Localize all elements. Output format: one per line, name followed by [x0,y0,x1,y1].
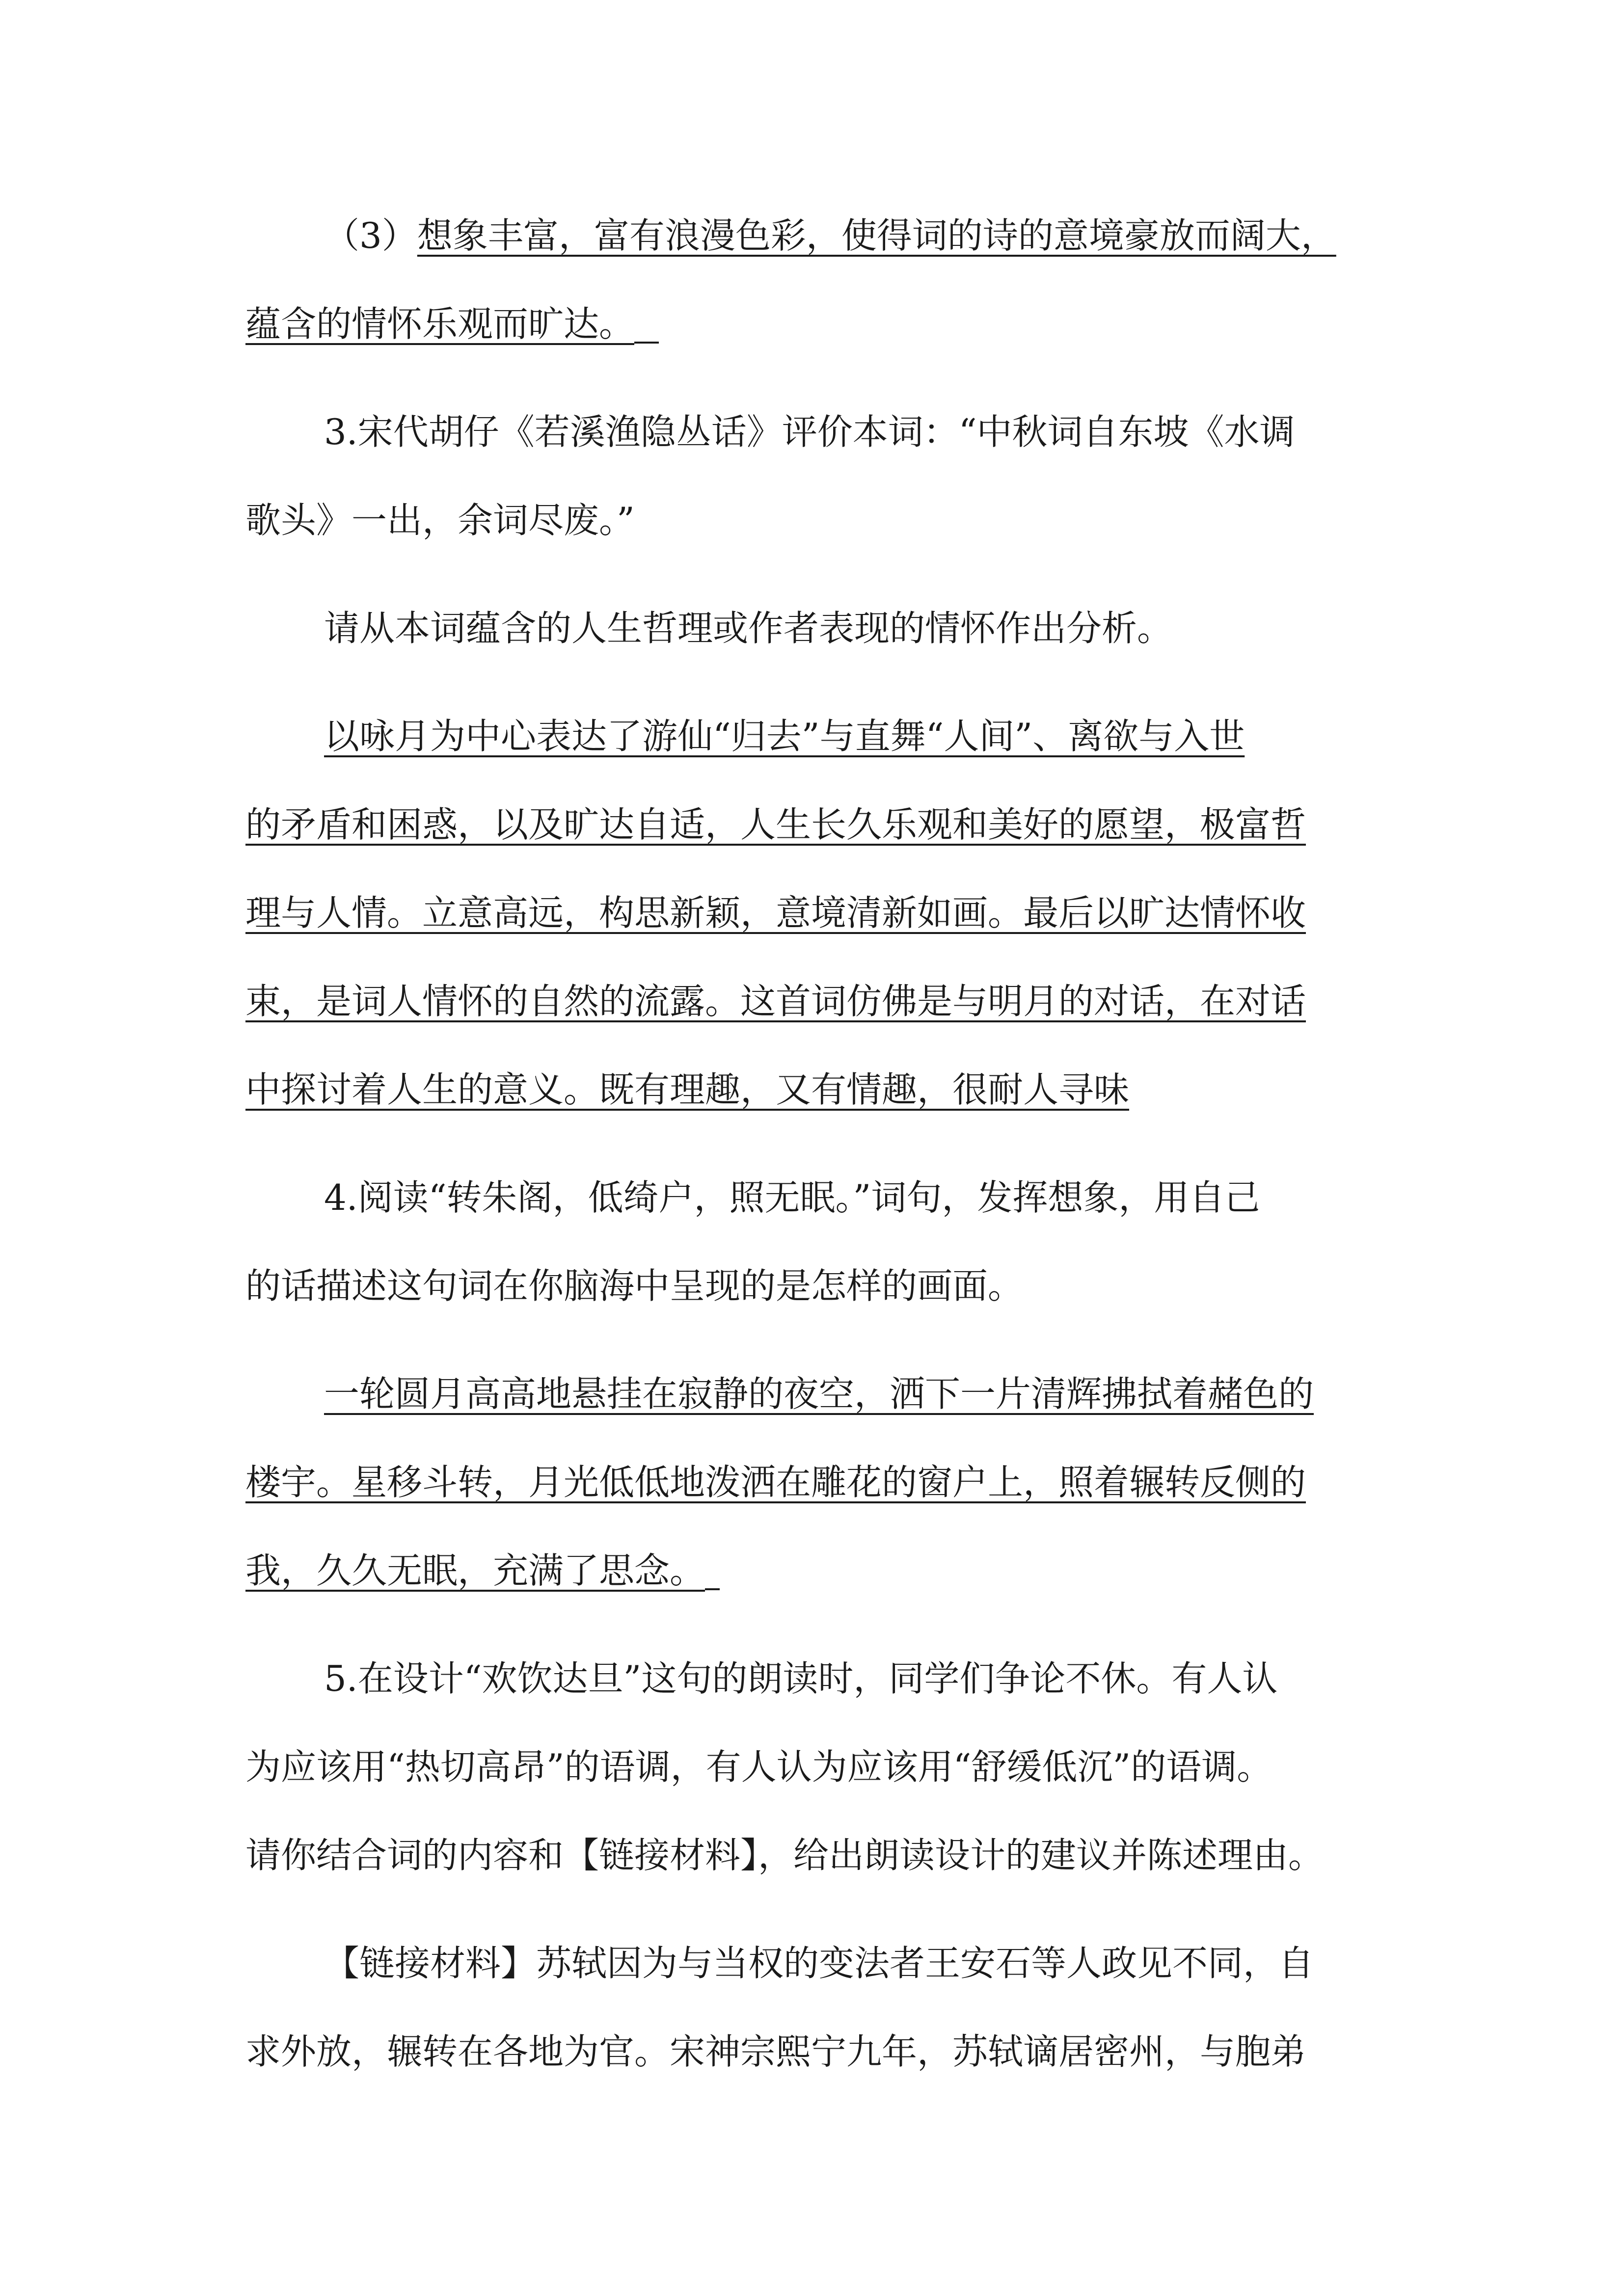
answer-text: 楼宇。星移斗转，月光低低地泼洒在雕花的窗户上，照着辗转反侧的 [245,1462,1306,1503]
question-text: 5.在设计“欢饮达旦”这句的朗读时，同学们争论不休。有人认 [324,1658,1278,1699]
question-3-line-1 [324,407,1295,456]
question-5-line-2 [245,1742,1272,1791]
question-5-line-1 [324,1654,1277,1703]
question-text: 歌头》一出，余词尽废。” [245,500,635,541]
answer-text: 一轮圆月高高地悬挂在寂静的夜空，洒下一片清辉拂拭着赭色的 [324,1373,1314,1415]
question-text: 的话描述这句词在你脑海中呈现的是怎样的画面。 [245,1265,1024,1307]
answer-3b-line-5 [245,1065,1129,1114]
underline-fill [705,1541,720,1590]
item-number: （3） [324,215,417,256]
question-text: 请从本词蕴含的人生哲理或作者表现的情怀作出分析。 [324,608,1173,649]
answer-text: 理与人情。立意高远，构思新颖，意境清新如画。最后以旷达情怀收 [245,892,1306,934]
answer-text: 束，是词人情怀的自然的流露。这首词仿佛是与明月的对话，在对话 [245,981,1306,1022]
material-line-1 [324,1939,1314,1988]
question-3-prompt [324,604,1172,653]
question-4-line-2 [245,1261,1023,1310]
material-line-2 [245,2027,1306,2076]
answer-text: 蕴含的情怀乐观而旷达。 [245,303,635,345]
material-text: 求外放，辗转在各地为官。宋神宗熙宁九年，苏轼谪居密州，与胞弟 [245,2031,1306,2072]
answer-text: 以咏月为中心表达了游仙“归去”与直舞“人间”、离欲与入世 [324,716,1245,757]
answer-3-line-2 [245,299,659,348]
answer-4-line-3 [245,1546,720,1595]
question-text: 为应该用“热切高昂”的语调，有人认为应该用“舒缓低沉”的语调。 [245,1746,1272,1788]
answer-3b-line-3 [245,888,1306,937]
question-4-line-1 [324,1173,1260,1222]
question-text: 3.宋代胡仔《若溪渔隐丛话》评价本词：“中秋词自东坡《水调 [324,411,1295,453]
underline-fill [634,294,659,344]
question-text: 请你结合词的内容和【链接材料】，给出朗读设计的建议并陈述理由。 [245,1835,1324,1876]
question-5-line-3 [245,1831,1324,1880]
answer-3b-line-2 [245,800,1306,849]
answer-text: 想象丰富，富有浪漫色彩，使得词的诗的意境豪放而阔大， [417,215,1336,256]
answer-3b-line-4 [245,977,1306,1026]
answer-text: 的矛盾和困惑，以及旷达自适，人生长久乐观和美好的愿望，极富哲 [245,804,1306,845]
answer-3b-line-1 [324,712,1245,761]
material-text: 【链接材料】苏轼因为与当权的变法者王安石等人政见不同，自 [324,1943,1314,1984]
question-3-line-2 [245,496,635,545]
answer-text: 中探讨着人生的意义。既有理趣，又有情趣，很耐人寻味 [245,1069,1130,1110]
answer-4-line-2 [245,1458,1306,1507]
answer-3-line-1 [324,211,1336,260]
answer-4-line-1 [324,1369,1314,1418]
question-text: 4.阅读“转朱阁，低绮户，照无眠。”词句，发挥想象，用自己 [324,1177,1260,1218]
answer-text: 我，久久无眠，充满了思念。 [245,1550,705,1591]
